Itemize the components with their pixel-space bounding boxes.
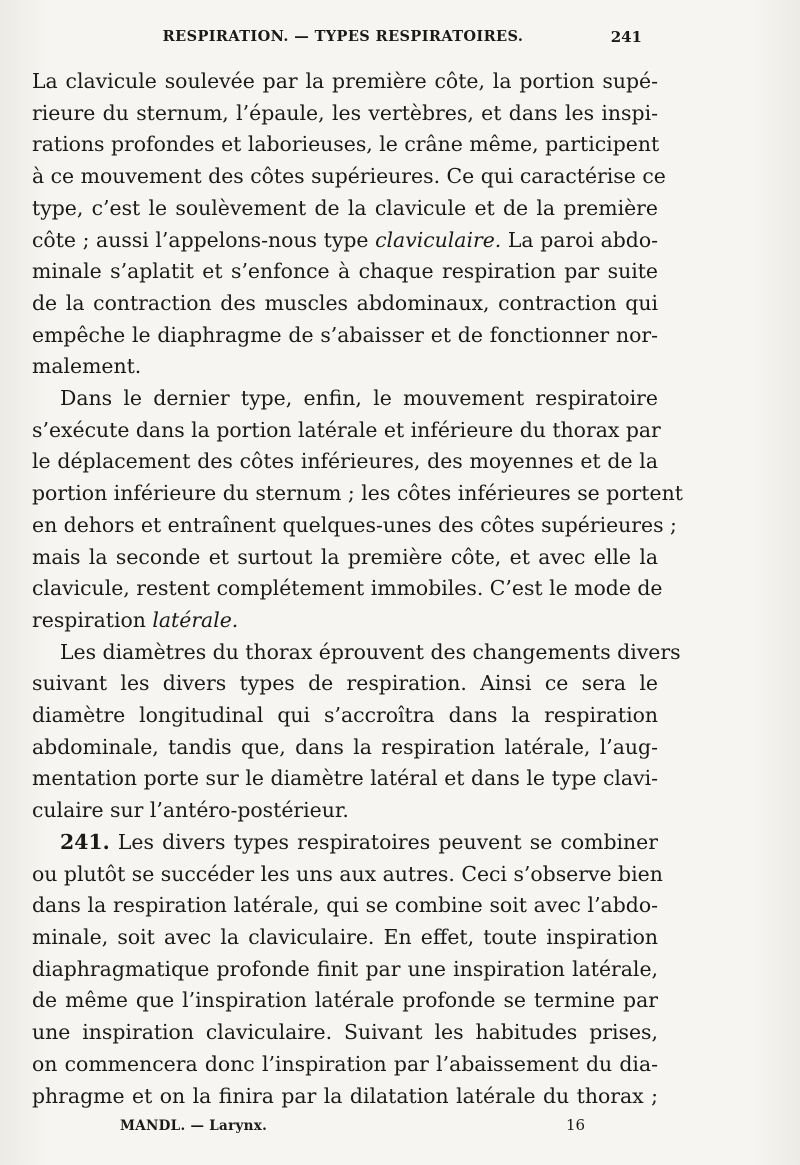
- text-line: diamètre longitudinal qui s’accroîtra dans la respiration: [32, 703, 658, 728]
- text-line: on commencera donc l’inspiration par l’abaissement du dia-: [32, 1051, 658, 1076]
- text-line: [32, 827, 658, 859]
- italic-term: latérale.: [152, 607, 239, 632]
- text-line: [32, 605, 658, 637]
- text-line: rieure du sternum, l’épaule, les vertèbres, et dans les inspi-: [32, 100, 658, 125]
- text-run: Les divers types respiratoires peuvent se combiner: [109, 829, 658, 854]
- text-line: suivant les divers types de respiration. Ainsi ce sera le: [32, 671, 658, 696]
- text-line: à ce mouvement des côtes supérieures. Ce qui caractérise ce: [32, 164, 666, 189]
- text-line: minale, soit avec la claviculaire. En effet, toute inspiration: [32, 924, 658, 949]
- text-line: La clavicule soulevée par la première côte, la portion supé-: [32, 69, 658, 93]
- text-run: côte ; aussi l’appelons-nous type: [32, 227, 376, 252]
- text-line: en dehors et entraînent quelques-unes des côtes supérieures ;: [32, 512, 677, 537]
- paragraph-number: 241.: [60, 829, 110, 854]
- sheet-number: 16: [566, 1116, 586, 1134]
- text-line: ou plutôt se succéder les uns aux autres. Ceci s’observe bien: [32, 861, 663, 886]
- text-line: mais la seconde et surtout la première côte, et avec elle la: [32, 544, 658, 569]
- running-title: RESPIRATION. — TYPES RESPIRATOIRES.: [162, 28, 524, 45]
- text-line: rations profondes et laborieuses, le crâne même, participent: [32, 132, 660, 157]
- text-line: Les diamètres du thorax éprouvent des changements divers: [60, 639, 681, 664]
- text-line: une inspiration claviculaire. Suivant les habitudes prises,: [32, 1020, 658, 1045]
- text-line: empêche le diaphragme de s’abaisser et de fonctionner nor-: [32, 322, 658, 347]
- text-line: de la contraction des muscles abdominaux, contraction qui: [32, 290, 658, 315]
- text-line: diaphragmatique profonde finit par une inspiration latérale,: [32, 956, 658, 981]
- italic-term: claviculaire.: [375, 227, 502, 252]
- text-run: respiration: [32, 607, 153, 632]
- text-line: s’exécute dans la portion latérale et inférieure du thorax par: [32, 417, 661, 442]
- text-line: phragme et on la finira par la dilatation latérale du thorax ;: [32, 1083, 658, 1108]
- text-line: minale s’aplatit et s’enfonce à chaque respiration par suite: [32, 259, 658, 284]
- text-line: portion inférieure du sternum ; les côtes inférieures se portent: [32, 481, 683, 506]
- page-number: 241: [610, 28, 642, 46]
- text-line: dans la respiration latérale, qui se combine soit avec l’abdo-: [32, 893, 658, 918]
- text-line: malement.: [32, 354, 142, 379]
- text-run: La paroi abdo-: [501, 227, 658, 252]
- text-line: culaire sur l’antéro-postérieur.: [32, 798, 349, 823]
- text-line: le déplacement des côtes inférieures, des moyennes et de la: [32, 449, 658, 474]
- body-text: [32, 66, 683, 1112]
- text-line: clavicule, restent complétement immobiles. C’est le mode de: [32, 576, 663, 601]
- signature-mark: MANDL. — Larynx.: [120, 1118, 268, 1134]
- text-line: abdominale, tandis que, dans la respiration latérale, l’aug-: [32, 734, 658, 759]
- text-line: Dans le dernier type, enfin, le mouvement respiratoire: [60, 386, 658, 411]
- text-line: [32, 225, 658, 257]
- text-line: de même que l’inspiration latérale profonde se termine par: [32, 988, 658, 1013]
- text-line: mentation porte sur le diamètre latéral et dans le type clavi-: [32, 766, 658, 791]
- text-line: type, c’est le soulèvement de la clavicule et de la première: [32, 195, 658, 220]
